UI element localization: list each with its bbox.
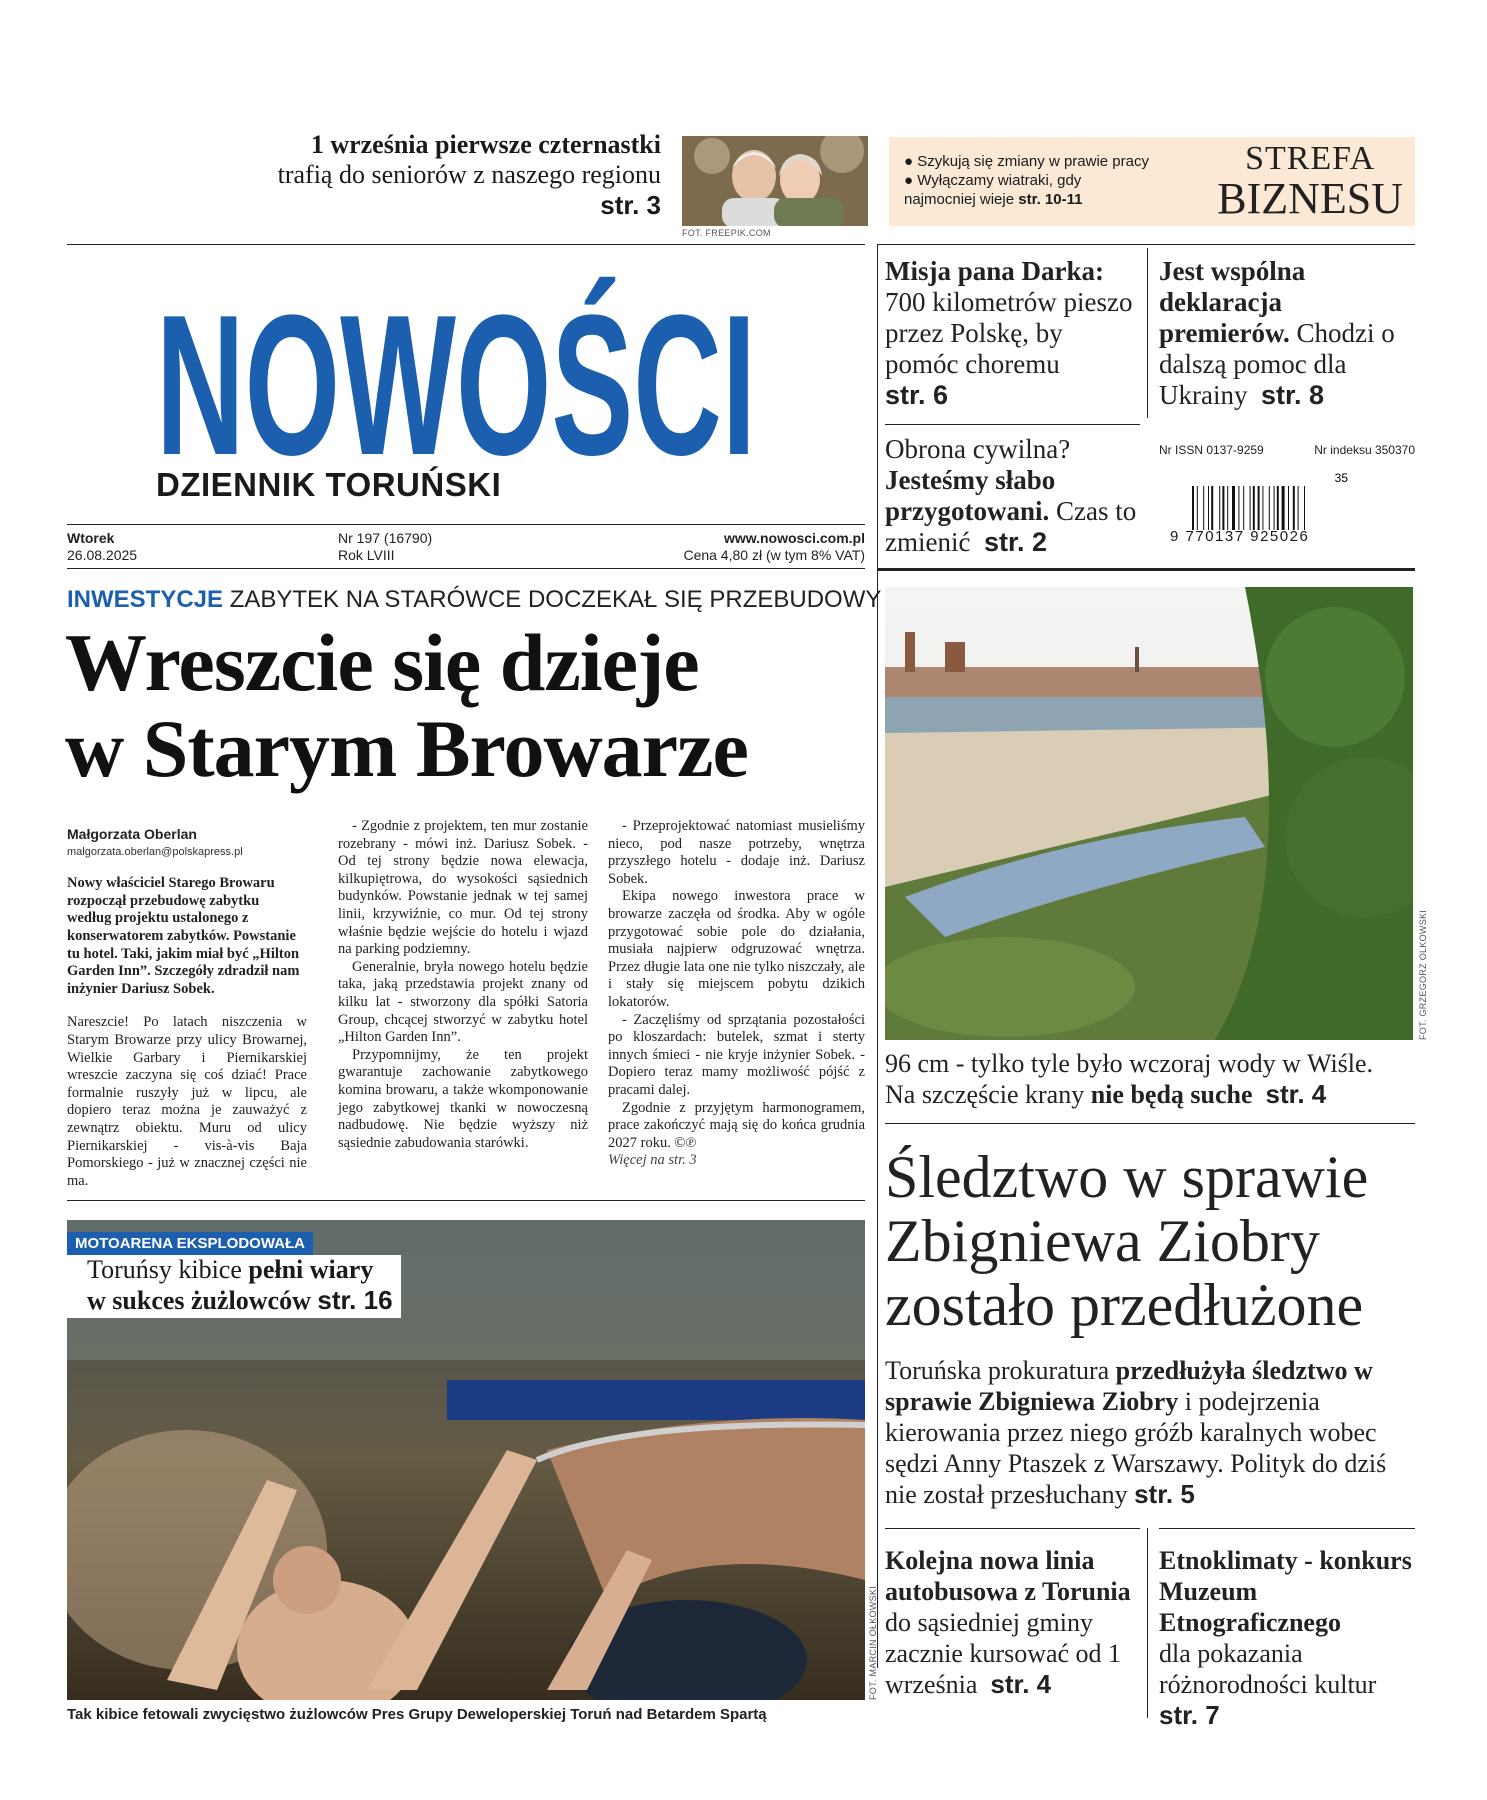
barcode-bar (1288, 486, 1289, 530)
seniors-teaser-line2: trafią do seniorów z naszego regionu (277, 160, 661, 189)
author-email[interactable]: malgorzata.oberlan@polskapress.pl (67, 845, 243, 858)
business-zone-text: ● Szykują się zmiany w prawie pracy ● Wyłączamy wiatraki, gdy najmocniej wieje str. 10-11 (904, 153, 1149, 208)
barcode-bar (1262, 486, 1263, 530)
stadium-label (67, 1232, 401, 1318)
divider-thick (877, 568, 1415, 571)
article-paragraph: Generalnie, bryła nowego hotelu będzie taka, jaką przedstawia projekt znany od kilku lat - stworzony dla spółki Satoria Group, chcącej stworzyć w zabytku hotel „Hilton Garden Inn”. (338, 958, 588, 1046)
read-more-link[interactable]: Więcej na str. 3 (608, 1152, 697, 1169)
article-paragraph: Ekipa nowego inwestora prace w browarze zaczęła od środka. Aby w ogóle przygotować sobie pole do działania, musiała najpierw odgruzować wnętrza. Przez długie lata one nie tylko niszczały, ale i stały się miejscem pobytu dzikich lokatorów. (608, 888, 865, 1010)
business-zone-page: str. 10-11 (1018, 191, 1083, 208)
ziobro-headline[interactable]: Śledztwo w sprawie Zbigniewa Ziobry zostało przedłużone (885, 1144, 1369, 1338)
stadium-kicker: MOTOARENA EKSPLODOWAŁA (67, 1232, 313, 1255)
article-paragraph: - Zaczęliśmy od sprzątania pozostałości po kloszardach: butelek, szmat i sterty innych śmieci - nie kryje inżynier Sobek. - Dopiero teraz mamy możliwość pójść z pracami dalej. (608, 1011, 865, 1098)
barcode-bar (1277, 486, 1279, 530)
index-number: Nr indeksu 350370 (1314, 443, 1415, 457)
barcode-bar (1293, 486, 1295, 530)
author-name: Małgorzata Oberlan (67, 826, 197, 842)
nowosci-logo[interactable] (153, 258, 759, 464)
article-paragraph: Przypomnijmy, że ten projekt gwarantuje zachowanie zabytkowego komina browaru, a także wkomponowanie jego zabytkowej tkanki w nowoczesną nadbudowę. Nie będzie wyższy niż sąsiednie zabudowania starówki. (338, 1046, 588, 1151)
seniors-photo-credit: FOT. FREEPIK.COM (682, 228, 771, 238)
barcode-bar (1253, 486, 1255, 530)
masthead-date-block (67, 530, 137, 564)
business-zone-brand: STREFA BIZNESU (1217, 140, 1403, 223)
barcode-bar (1227, 486, 1228, 530)
barcode-bar (1304, 486, 1305, 530)
stadium-title: Toruńsy kibice pełni wiary w sukces żużlowców str. 16 (67, 1255, 401, 1318)
issn-number: Nr ISSN 0137-9259 (1159, 443, 1264, 457)
svg-text:35: 35 (1334, 472, 1348, 485)
masthead-issue-block (338, 530, 432, 564)
river-caption[interactable]: 96 cm - tylko tyle było wczoraj wody w Wiśle. Na szczęście krany nie będą suche str. 4 (885, 1049, 1374, 1109)
seniors-teaser-line1: 1 września pierwsze czternastki (310, 130, 661, 159)
teaser-deklaracja[interactable]: Jest wspólna deklaracja premierów. Chodzi o dalszą pomoc dla Ukrainy str. 8 (1159, 256, 1395, 410)
article-paragraph: - Zgodnie z projektem, ten mur zostanie rozebrany - mówi inż. Dariusz Sobek. - Od tej strony będzie nowa elewacja, kilkupiętrowa, do wysokości sąsiednich budynków. Powstanie jednak w tej samej linii, krzywiźnie, co mur. Od tej strony właśnie będzie wejście do hotelu i wjazd na parking podziemny. (338, 818, 588, 958)
article-paragraph: Nareszcie! Po latach niszczenia w Starym Browarze przy ulicy Browarnej, Wielkie Garbary i Piernikarskiej wreszcie zaczyna się coś dziać! Prace formalnie ruszyły już w lipcu, ale dopiero teraz można je zauważyć z zewnątrz obiektu. Muru od ulicy Piernikarskiej - vis-à-vis Baja Pomorskiego - już w znacznej części nie ma. (67, 1014, 307, 1189)
barcode-bar (1192, 486, 1194, 530)
barcode-bar (1250, 486, 1251, 530)
teaser-obrona[interactable]: Obrona cywilna? Jesteśmy słabo przygotowani. Czas to zmienić str. 2 (885, 434, 1137, 557)
barcode-bar (1298, 486, 1299, 530)
teaser-etno[interactable]: Etnoklimaty - konkurs Muzeum Etnograficznego dla pokazania różnorodności kultur str. 7 (1159, 1546, 1412, 1730)
barcode-bar (1219, 486, 1220, 530)
masthead-site-block (683, 530, 865, 564)
barcode-bar (1258, 486, 1260, 530)
main-kicker: INWESTYCJE ZABYTEK NA STARÓWCE DOCZEKAŁ SIĘ PRZEBUDOWY (67, 586, 882, 613)
seniors-photo (682, 136, 868, 226)
masthead-day: Wtorek (67, 530, 115, 546)
section-label: INWESTYCJE (67, 586, 224, 613)
barcode-bar (1238, 486, 1239, 530)
masthead-date: 26.08.2025 (67, 547, 138, 563)
barcode-bar (1282, 486, 1285, 530)
ziobro-body: Toruńska prokuratura przedłużyła śledztwo w sprawie Zbigniewa Ziobry i podejrzenia kierowania przez niego gróźb karalnych wobec sędzi Anny Ptaszek z Warszawy. Polityk do dziś nie został przesłuchany str. 5 (885, 1356, 1387, 1509)
barcode-bar (1269, 486, 1270, 530)
barcode-bar (1222, 486, 1224, 530)
article-column-1 (67, 826, 307, 1190)
nowosci-logo-text: NOWOŚCI (156, 274, 756, 464)
barcode-number: 9 770137 925026 (1170, 528, 1310, 545)
masthead-year: Rok LVIII (338, 547, 395, 563)
barcode-bar (1208, 486, 1209, 530)
barcode-bar (1211, 486, 1213, 530)
river-photo[interactable] (885, 587, 1413, 1040)
barcode-bar (1197, 486, 1198, 530)
barcode-bar (1243, 486, 1244, 530)
river-image (885, 587, 1413, 1040)
barcode-bar (1203, 486, 1204, 530)
teaser-misja[interactable]: Misja pana Darka: 700 kilometrów pieszo przez Polskę, by pomóc choremu str. 6 (885, 256, 1133, 410)
seniors-teaser[interactable] (278, 130, 661, 220)
seniors-teaser-page: str. 3 (600, 190, 661, 220)
article-column-2 (338, 818, 588, 1152)
barcode-bar (1232, 486, 1235, 530)
barcode-bar (1274, 486, 1275, 530)
article-paragraph: Zgodnie z przyjętym harmonogramem, prace zakończyć mają się do końca grudnia 2027 roku. ©℗ (608, 1099, 865, 1151)
stadium-photo[interactable] (67, 1220, 865, 1700)
teaser-autobus[interactable]: Kolejna nowa linia autobusowa z Torunia do sąsiedniej gminy zacznie kursować od 1 września str. 4 (885, 1546, 1131, 1699)
stadium-caption: Tak kibice fetowali zwycięstwo żużlowców Pres Grupy Deweloperskiej Toruń nad Betardem Spartą (67, 1706, 767, 1723)
masthead-price: Cena 4,80 zł (w tym 8% VAT) (683, 547, 865, 563)
business-zone-box[interactable] (889, 137, 1415, 226)
masthead-website[interactable]: www.nowosci.com.pl (723, 530, 865, 546)
river-photo-credit: FOT. GRZEGORZ OLKOWSKI (1418, 909, 1428, 1040)
article-lead: Nowy właściciel Starego Browaru rozpoczął przebudowę zabytku według projektu ustalonego z konserwatorem zabytków. Powstanie tu hotel. Taki, jakim miał być „Hilton Garden Inn”. Szczegóły zdradził nam inżynier Dariusz Sobek. (67, 875, 300, 997)
main-headline[interactable]: Wreszcie się dzieje w Starym Browarze (65, 617, 748, 794)
article-paragraph: - Przeprojektować natomiast musieliśmy nieco, pod nasze potrzeby, wnętrza przyszłego hotelu - dodaje inż. Dariusz Sobek. (608, 818, 865, 887)
masthead-subtitle: DZIENNIK TORUŃSKI (156, 466, 502, 503)
masthead-issue: Nr 197 (16790) (338, 530, 433, 546)
stadium-photo-credit: FOT. MARCIN OŁKOWSKI (868, 1585, 878, 1700)
article-column-3 (608, 818, 865, 1170)
